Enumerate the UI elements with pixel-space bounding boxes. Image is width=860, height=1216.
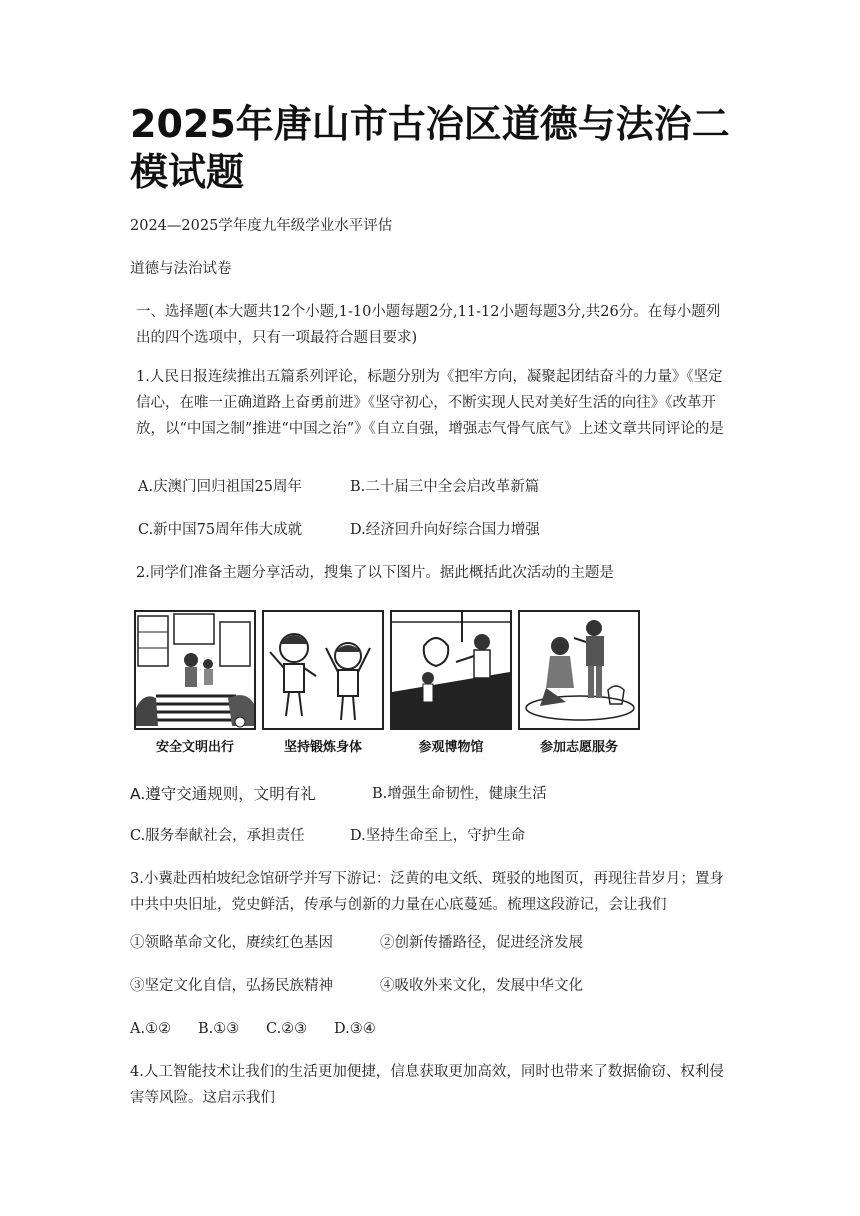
question-3-stem: 3.小冀赴西柏坡纪念馆研学并写下游记：泛黄的电文纸、斑驳的地图页，再现往昔岁月；置身中共中央旧址，党史鲜活，传承与创新的力量在心底蔓延。梳理这段游记，会让我们 <box>130 871 724 913</box>
q3-statement-4: ④吸收外来文化，发展中华文化 <box>380 978 583 994</box>
volunteer-illustration <box>520 612 638 728</box>
subtitle: 2024—2025学年度九年级学业水平评估 <box>130 218 393 234</box>
section-heading: 一、选择题(本大题共12个小题,1-10小题每题2分,11-12小题每题3分,共26分。在每小题列出的四个选项中，只有一项最符合题目要求) <box>136 304 721 346</box>
q2-option-a: A.遵守交通规则，文明有礼 <box>130 785 316 803</box>
figure-caption-4: 参加志愿服务 <box>539 740 618 755</box>
figure-panel-traffic <box>134 610 256 730</box>
q3-statement-3: ③坚定文化自信，弘扬民族精神 <box>130 978 333 994</box>
museum-illustration <box>392 612 510 728</box>
q3-option-b: B.①③ <box>198 1021 240 1037</box>
question-2-stem: 2.同学们准备主题分享活动，搜集了以下图片。据此概括此次活动的主题是 <box>136 565 614 581</box>
figure-caption-1: 安全文明出行 <box>155 740 234 755</box>
q1-option-c: C.新中国75周年伟大成就 <box>138 522 303 538</box>
q2-figure <box>134 610 644 760</box>
figure-panel-exercise <box>262 610 384 730</box>
q2-option-d: D.坚持生命至上，守护生命 <box>350 828 526 844</box>
q2-option-c: C.服务奉献社会，承担责任 <box>130 828 305 844</box>
q2-option-b: B.增强生命韧性，健康生活 <box>372 786 547 802</box>
q1-option-b: B.二十届三中全会启改革新篇 <box>350 479 540 495</box>
q1-option-d: D.经济回升向好综合国力增强 <box>350 522 540 538</box>
q1-option-a: A.庆澳门回归祖国25周年 <box>138 479 303 495</box>
q3-statement-1: ①领略革命文化，赓续红色基因 <box>130 935 333 951</box>
paper-name: 道德与法治试卷 <box>130 261 232 277</box>
figure-panel-museum <box>390 610 512 730</box>
question-4-stem: 4.人工智能技术让我们的生活更加便捷，信息获取更加高效，同时也带来了数据偷窃、权利侵害等风险。这启示我们 <box>130 1064 724 1106</box>
figure-caption-2: 坚持锻炼身体 <box>283 740 362 755</box>
q3-option-d: D.③④ <box>334 1021 376 1037</box>
page-title: 2025年唐山市古冶区道德与法治二模试题 <box>130 102 730 194</box>
q3-option-a: A.①② <box>130 1021 172 1037</box>
traffic-crossing-illustration <box>136 612 254 728</box>
q3-statement-2: ②创新传播路径，促进经济发展 <box>380 935 583 951</box>
figure-panel-volunteer <box>518 610 640 730</box>
figure-caption-3: 参观博物馆 <box>418 740 484 755</box>
question-1-stem: 1.人民日报连续推出五篇系列评论，标题分别为《把牢方向，凝聚起团结奋斗的力量》《坚定信心，在唯一正确道路上奋勇前进》《坚守初心，不断实现人民对美好生活的向往》《改革开放，以“中国之制”推进“中国之治”》《自立自强，增强志气骨气底气》上述文章共同评论的是 <box>136 369 724 437</box>
exercise-illustration <box>264 612 382 728</box>
q3-option-c: C.②③ <box>266 1021 308 1037</box>
